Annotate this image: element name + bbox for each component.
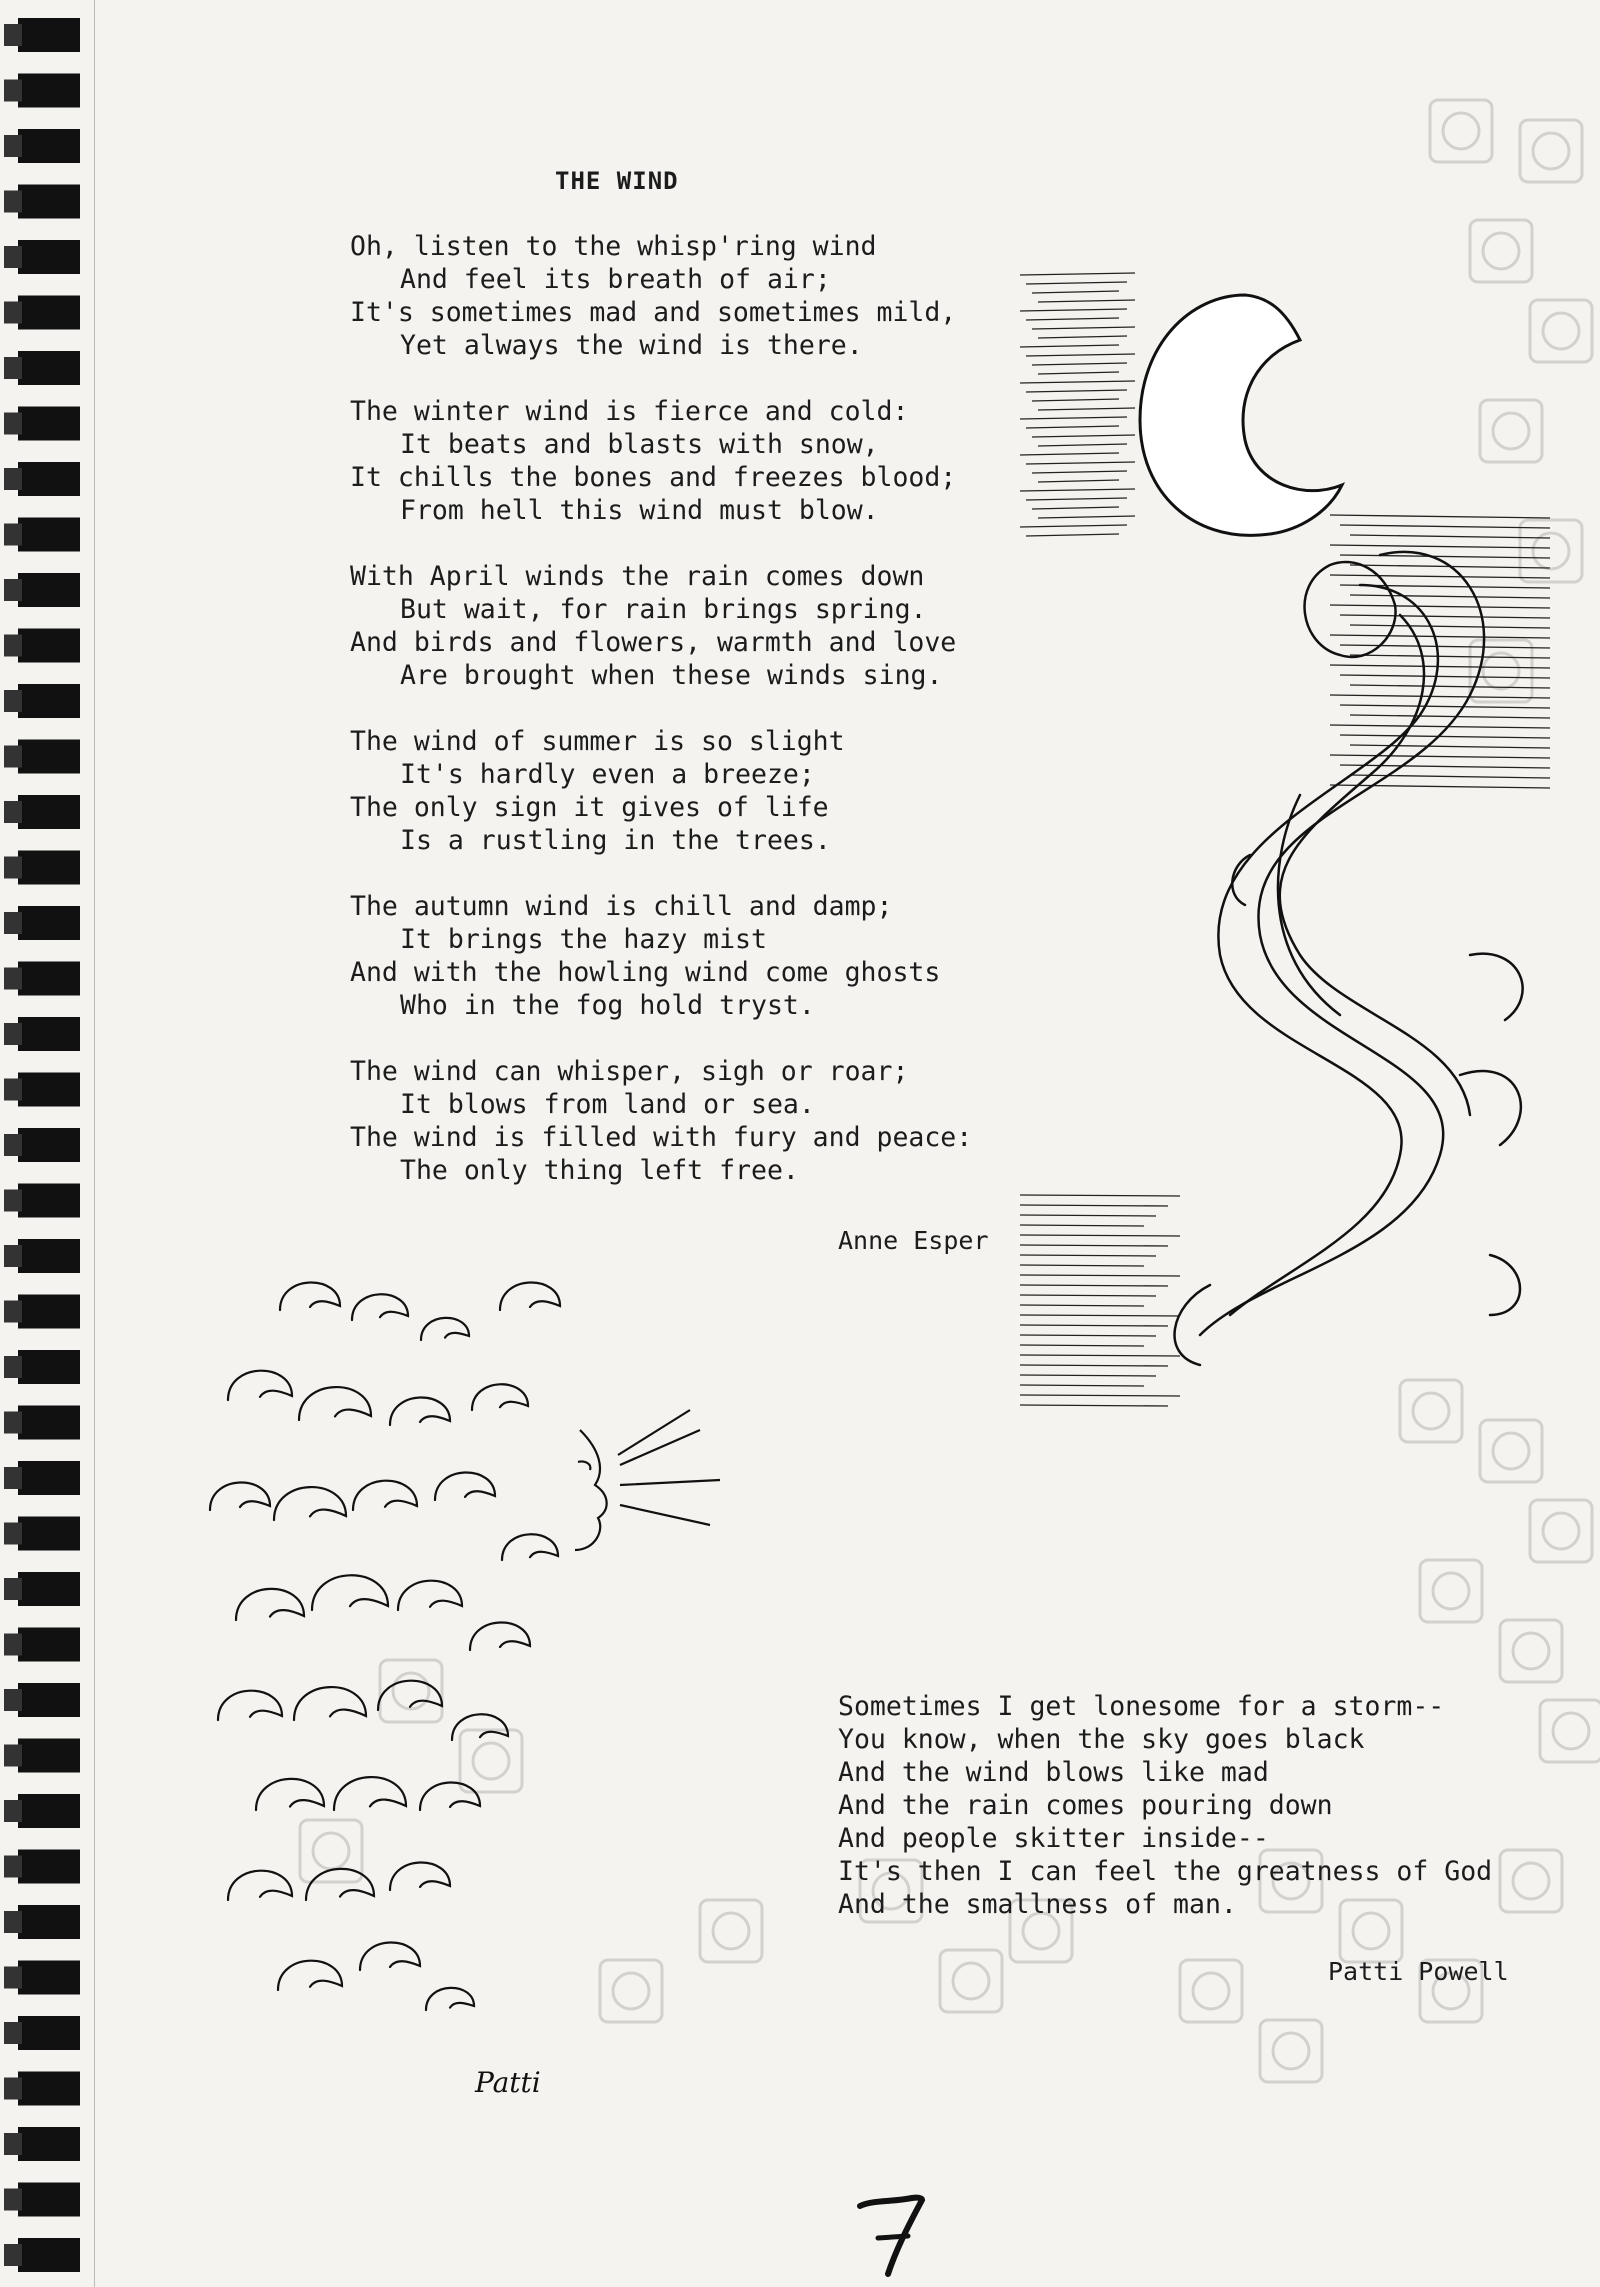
hatch-line bbox=[1038, 336, 1127, 338]
poem-line: It beats and blasts with snow, bbox=[400, 429, 879, 460]
hatch-line bbox=[1020, 1295, 1156, 1296]
hatch-line bbox=[1020, 1215, 1156, 1216]
cloud-puff bbox=[352, 1294, 408, 1320]
hatch-line bbox=[1020, 1375, 1156, 1376]
cloud-face-illustration bbox=[200, 1250, 760, 2120]
poem-line: Is a rustling in the trees. bbox=[400, 825, 831, 856]
cloud-puff bbox=[228, 1371, 292, 1400]
poem-line: It's then I can feel the greatness of God bbox=[838, 1856, 1493, 1887]
poem-line: It brings the hazy mist bbox=[400, 924, 767, 955]
hatch-line bbox=[1350, 625, 1550, 628]
hatch-line bbox=[1350, 685, 1550, 688]
hatch-line bbox=[1038, 300, 1135, 302]
hatch-line bbox=[1020, 525, 1127, 527]
poem-line: The autumn wind is chill and damp; bbox=[350, 891, 893, 922]
poem-line: You know, when the sky goes black bbox=[838, 1724, 1365, 1755]
cloud-puff bbox=[426, 1988, 474, 2010]
cloud-puff bbox=[378, 1681, 442, 1710]
stanza bbox=[350, 395, 956, 527]
hatch-line bbox=[1020, 1195, 1180, 1196]
hatch-line bbox=[1330, 665, 1550, 668]
hatch-line bbox=[1340, 645, 1550, 648]
bleed-through-square bbox=[1520, 120, 1582, 182]
hatch-line bbox=[1020, 345, 1119, 347]
hatch-line bbox=[1330, 695, 1550, 698]
poem-line: The only thing left free. bbox=[400, 1155, 799, 1186]
hatch-line bbox=[1330, 785, 1550, 788]
page-number bbox=[852, 2188, 932, 2278]
hatch-line bbox=[1026, 462, 1135, 464]
hatch-line bbox=[1032, 327, 1135, 329]
cloud-puff bbox=[502, 1534, 558, 1560]
hatch-line bbox=[1340, 705, 1550, 708]
poem-line: Yet always the wind is there. bbox=[400, 330, 863, 361]
poem-line: With April winds the rain comes down bbox=[350, 561, 925, 592]
hatch-line bbox=[1020, 1325, 1168, 1326]
hatch-line bbox=[1032, 291, 1119, 293]
poem-line: The wind is filled with fury and peace: bbox=[350, 1122, 973, 1153]
cloud-puff bbox=[236, 1589, 304, 1620]
hatch-line bbox=[1350, 775, 1550, 778]
hatch-line bbox=[1032, 471, 1127, 473]
cloud-puff bbox=[420, 1782, 480, 1810]
hatch-line bbox=[1026, 318, 1119, 320]
cloud-puff bbox=[334, 1777, 406, 1810]
poem-line: And the smallness of man. bbox=[838, 1889, 1237, 1920]
cloud-puff bbox=[360, 1942, 420, 1970]
hatch-line bbox=[1032, 435, 1135, 437]
poem-line: It's hardly even a breeze; bbox=[400, 759, 815, 790]
hatch-line bbox=[1020, 1405, 1168, 1406]
poem-line: And the wind blows like mad bbox=[838, 1757, 1269, 1788]
bleed-through-circle bbox=[1273, 2033, 1309, 2069]
stanza bbox=[350, 725, 845, 857]
hatch-line bbox=[1340, 765, 1550, 768]
hatch-line bbox=[1020, 1205, 1168, 1206]
poem-line: The only sign it gives of life bbox=[350, 792, 829, 823]
poem-title: THE WIND bbox=[555, 167, 679, 195]
bleed-through-circle bbox=[1543, 1513, 1579, 1549]
poem-line: The wind of summer is so slight bbox=[350, 726, 845, 757]
hatch-line bbox=[1038, 444, 1127, 446]
bleed-through-square bbox=[1530, 1500, 1592, 1562]
bleed-through-square bbox=[1500, 1850, 1562, 1912]
poem-line: And the rain comes pouring down bbox=[838, 1790, 1333, 1821]
bleed-through-square bbox=[1430, 100, 1492, 162]
bleed-through-square bbox=[1260, 2020, 1322, 2082]
poem-line: From hell this wind must blow. bbox=[400, 495, 879, 526]
hatch-line bbox=[1020, 381, 1135, 383]
hatch-line bbox=[1330, 575, 1550, 578]
hatch-line bbox=[1350, 535, 1550, 538]
hatch-line bbox=[1020, 1235, 1180, 1236]
hatch-line bbox=[1020, 1225, 1144, 1226]
bleed-through-circle bbox=[1493, 1433, 1529, 1469]
hatch-line bbox=[1038, 480, 1119, 482]
hatch-line bbox=[1026, 354, 1135, 356]
hatch-line bbox=[1020, 1385, 1144, 1386]
hatch-line bbox=[1340, 555, 1550, 558]
poem-line: And people skitter inside-- bbox=[838, 1823, 1269, 1854]
cloud-puff bbox=[228, 1871, 292, 1900]
hatch-line bbox=[1330, 515, 1550, 518]
cloud-puff bbox=[280, 1282, 340, 1310]
hatch-line bbox=[1020, 1335, 1156, 1336]
hatch-line bbox=[1340, 735, 1550, 738]
poem-line: It blows from land or sea. bbox=[400, 1089, 815, 1120]
cloud-puff bbox=[421, 1318, 469, 1340]
cloud-puff bbox=[353, 1481, 417, 1510]
hatch-line bbox=[1020, 1315, 1180, 1316]
cloud-puff bbox=[312, 1575, 388, 1610]
hatch-line bbox=[1350, 745, 1550, 748]
hatch-line bbox=[1020, 453, 1119, 455]
cloud-puff bbox=[306, 1869, 374, 1900]
poem-line: Are brought when these winds sing. bbox=[400, 660, 943, 691]
author-name: Anne Esper bbox=[838, 1226, 989, 1255]
cloud-puff bbox=[218, 1691, 282, 1720]
stanza bbox=[350, 1055, 972, 1187]
hatch-line bbox=[1038, 408, 1135, 410]
moon-icon bbox=[1140, 295, 1342, 535]
hatch-line bbox=[1350, 715, 1550, 718]
cloud-puff bbox=[390, 1397, 450, 1425]
wind-face-icon bbox=[575, 1410, 720, 1550]
cloud-puff bbox=[294, 1687, 366, 1720]
hatch-line bbox=[1026, 426, 1119, 428]
hatch-line bbox=[1330, 755, 1550, 758]
hatch-line bbox=[1020, 1285, 1168, 1286]
poem-line: But wait, for rain brings spring. bbox=[400, 594, 927, 625]
hatch-line bbox=[1350, 655, 1550, 658]
bleed-through-circle bbox=[1513, 1863, 1549, 1899]
author-name: Patti Powell bbox=[1328, 1957, 1509, 1986]
hatch-line bbox=[1026, 282, 1127, 284]
bleed-through-square bbox=[940, 1950, 1002, 2012]
bleed-through-circle bbox=[1443, 113, 1479, 149]
cloud-puff bbox=[210, 1482, 270, 1510]
poem-line: Who in the fog hold tryst. bbox=[400, 990, 815, 1021]
hatch-line bbox=[1026, 534, 1119, 536]
poem-line: And with the howling wind come ghosts bbox=[350, 957, 941, 988]
svg-text:7: 7 bbox=[852, 2188, 853, 2189]
poem-line: It chills the bones and freezes blood; bbox=[350, 462, 957, 493]
cloud-puff bbox=[435, 1472, 495, 1500]
cloud-puff bbox=[274, 1487, 346, 1520]
hatch-line bbox=[1020, 1305, 1144, 1306]
hatch-line bbox=[1032, 399, 1119, 401]
hatch-line bbox=[1330, 545, 1550, 548]
bleed-through-circle bbox=[1193, 1973, 1229, 2009]
cloud-puff bbox=[390, 1862, 450, 1890]
hatch-line bbox=[1026, 498, 1127, 500]
hatch-line bbox=[1020, 273, 1135, 275]
bleed-through-square bbox=[1540, 1700, 1600, 1762]
hatch-line bbox=[1020, 1345, 1144, 1346]
hatch-line bbox=[1330, 725, 1550, 728]
hatch-line bbox=[1020, 1245, 1168, 1246]
cloud-puff bbox=[472, 1384, 528, 1410]
hatch-line bbox=[1032, 507, 1119, 509]
bleed-through-square bbox=[1500, 1620, 1562, 1682]
hatch-line bbox=[1020, 417, 1127, 419]
hatch-line bbox=[1020, 1255, 1156, 1256]
hatch-line bbox=[1330, 635, 1550, 638]
hatch-line bbox=[1038, 372, 1119, 374]
poem-line: The wind can whisper, sigh or roar; bbox=[350, 1056, 909, 1087]
cloud-puff bbox=[452, 1714, 508, 1740]
bleed-through-square bbox=[1420, 1560, 1482, 1622]
hatch-line bbox=[1020, 1265, 1144, 1266]
stanza bbox=[350, 890, 940, 1022]
bleed-through-circle bbox=[1533, 133, 1569, 169]
hatch-line bbox=[1020, 1365, 1168, 1366]
hatch-line bbox=[1350, 595, 1550, 598]
bleed-through-circle bbox=[1553, 1713, 1589, 1749]
hatch-line bbox=[1340, 615, 1550, 618]
swirl-wind-icon bbox=[1175, 552, 1523, 1365]
moon-wind-illustration bbox=[1000, 255, 1560, 1435]
cloud-puff bbox=[299, 1387, 371, 1420]
hatch-line bbox=[1020, 489, 1135, 491]
hatch-line bbox=[1026, 390, 1127, 392]
cloud-puff bbox=[256, 1779, 324, 1810]
poem-line: It's sometimes mad and sometimes mild, bbox=[350, 297, 957, 328]
hatch-line bbox=[1020, 309, 1127, 311]
second-poem bbox=[838, 1690, 1492, 1921]
hatch-line bbox=[1020, 1275, 1180, 1276]
cloud-puff bbox=[500, 1282, 560, 1310]
poem-line: Sometimes I get lonesome for a storm-- bbox=[838, 1691, 1445, 1722]
hatch-line bbox=[1038, 516, 1135, 518]
cloud-puff bbox=[398, 1581, 462, 1610]
artist-signature: Patti bbox=[475, 2066, 541, 2099]
hatch-line bbox=[1020, 1355, 1180, 1356]
poem-line: And birds and flowers, warmth and love bbox=[350, 627, 957, 658]
bleed-through-circle bbox=[1433, 1573, 1469, 1609]
hatch-line bbox=[1340, 525, 1550, 528]
cloud-puff bbox=[278, 1961, 342, 1990]
bleed-through-circle bbox=[953, 1963, 989, 1999]
stanza bbox=[350, 560, 956, 692]
poem-line: And feel its breath of air; bbox=[400, 264, 831, 295]
poem-line: Oh, listen to the whisp'ring wind bbox=[350, 231, 877, 262]
bleed-through-circle bbox=[1513, 1633, 1549, 1669]
cloud-puff bbox=[470, 1622, 530, 1650]
hatch-line bbox=[1330, 605, 1550, 608]
poem-line: The winter wind is fierce and cold: bbox=[350, 396, 909, 427]
hatch-line bbox=[1032, 363, 1127, 365]
stanza bbox=[350, 230, 956, 362]
hatch-line bbox=[1340, 675, 1550, 678]
hatch-line bbox=[1020, 1395, 1180, 1396]
bleed-through-square bbox=[1180, 1960, 1242, 2022]
